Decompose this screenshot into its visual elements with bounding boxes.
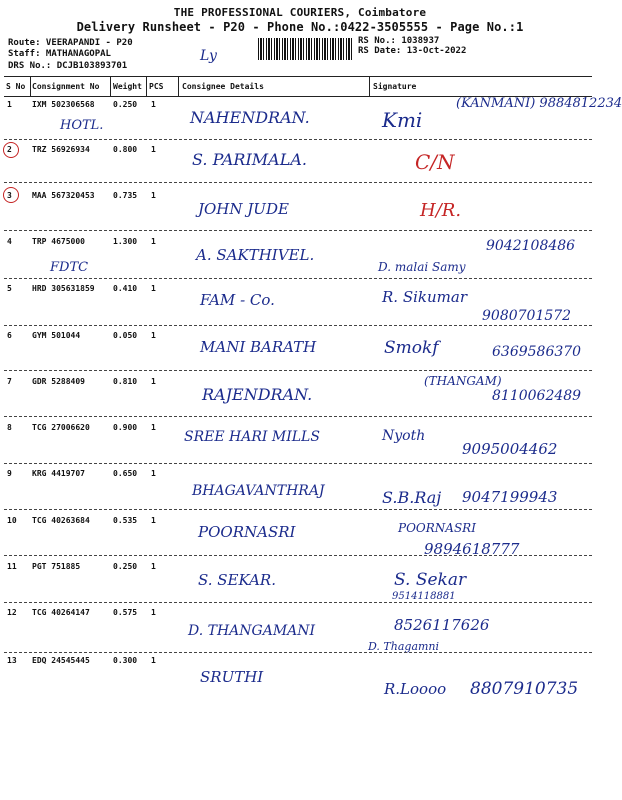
row-phone: (KANMANI) 9884812234 — [456, 96, 622, 111]
row-signature: S. Sekar — [394, 570, 467, 590]
row-consignment: TCG 40264147 — [32, 608, 90, 617]
rs-number: RS No.: 1038937 — [358, 36, 440, 46]
row-sno: 1 — [7, 100, 12, 109]
row-phone: 9042108486 — [486, 238, 576, 254]
row-signature: R.Loooo — [384, 680, 447, 698]
runsheet-subtitle: Delivery Runsheet - P20 - Phone No.:0422-3505555 - Page No.:1 — [76, 20, 524, 34]
row-consignment: TCG 40263684 — [32, 516, 90, 525]
row-weight: 0.575 — [113, 608, 138, 617]
row-sno: 4 — [7, 237, 12, 246]
row-pcs: 1 — [151, 608, 156, 617]
staff-label: Staff: MATHANAGOPAL — [8, 49, 111, 59]
row-divider — [4, 509, 592, 510]
row-weight: 0.410 — [113, 284, 138, 293]
row-phone: 8110062489 — [492, 388, 582, 404]
row-weight: 0.250 — [113, 100, 138, 109]
row-signature: H/R. — [420, 200, 462, 221]
row-pcs: 1 — [151, 145, 156, 154]
row-divider — [4, 416, 592, 417]
drs-number: DRS No.: DCJB103893701 — [8, 61, 128, 71]
row-weight: 0.300 — [113, 656, 138, 665]
row-phone: 8807910735 — [470, 679, 579, 699]
row-sno: 13 — [7, 656, 17, 665]
row-consignment: TRP 4675000 — [32, 237, 85, 246]
col-consignee: Consignee Details — [182, 82, 264, 91]
row-weight: 0.250 — [113, 562, 138, 571]
row-phone: 8526117626 — [394, 616, 490, 634]
company-title: THE PROFESSIONAL COURIERS, Coimbatore — [173, 6, 427, 19]
route-label: Route: VEERAPANDI - P20 — [8, 38, 133, 48]
row-sno: 9 — [7, 469, 12, 478]
row-consignment: KRG 4419707 — [32, 469, 85, 478]
row-signature: D. Thagamni — [368, 640, 440, 653]
row-signature: (THANGAM) — [424, 374, 502, 388]
row-weight: 0.900 — [113, 423, 138, 432]
row-signature: Smokf — [384, 338, 439, 358]
row-consignee-handwritten: NAHENDRAN. — [190, 108, 310, 127]
row-consignment: MAA 567320453 — [32, 191, 95, 200]
row-consignment: EDQ 24545445 — [32, 656, 90, 665]
row-weight: 1.300 — [113, 237, 138, 246]
row-consignee-handwritten: JOHN JUDE — [198, 200, 289, 218]
row-divider — [4, 230, 592, 231]
row-consignment: PGT 751885 — [32, 562, 81, 571]
header-top-rule — [4, 76, 592, 77]
row-pcs: 1 — [151, 100, 156, 109]
row-pcs: 1 — [151, 562, 156, 571]
row-divider — [4, 182, 592, 183]
row-sno: 7 — [7, 377, 12, 386]
row-pcs: 1 — [151, 516, 156, 525]
row-weight: 0.735 — [113, 191, 138, 200]
row-consignee-handwritten: POORNASRI — [198, 523, 296, 541]
row-consignee-handwritten: SREE HARI MILLS — [184, 429, 320, 445]
row-consignee-handwritten: FAM - Co. — [200, 291, 275, 309]
row-signature: D. malai Samy — [378, 260, 466, 274]
col-divider — [110, 76, 111, 97]
col-divider — [369, 76, 370, 97]
row-consignee-handwritten: D. THANGAMANI — [188, 623, 316, 639]
row-consignee-handwritten: MANI BARATH — [200, 338, 317, 356]
row-phone: 9080701572 — [482, 308, 572, 324]
row-consignee-handwritten: SRUTHI — [200, 668, 264, 686]
row-signature: Kmi — [382, 108, 423, 132]
row-consignment: TCG 27006620 — [32, 423, 90, 432]
row-sno: 3 — [7, 191, 12, 200]
row-phone: 9047199943 — [462, 488, 558, 506]
row-consignee-handwritten: A. SAKTHIVEL. — [196, 246, 315, 264]
row-sno: 6 — [7, 331, 12, 340]
row-pcs: 1 — [151, 423, 156, 432]
col-divider — [178, 76, 179, 97]
row-pcs: 1 — [151, 377, 156, 386]
rs-date: RS Date: 13-Oct-2022 — [358, 46, 467, 56]
row-weight: 0.535 — [113, 516, 138, 525]
row-signature: C/N — [415, 150, 455, 174]
row-annotation: FDTC — [50, 260, 89, 275]
row-divider — [4, 652, 592, 653]
row-pcs: 1 — [151, 237, 156, 246]
row-divider — [4, 555, 592, 556]
row-sno: 2 — [7, 145, 12, 154]
row-sno: 5 — [7, 284, 12, 293]
row-consignment: GYM 501044 — [32, 331, 81, 340]
row-phone: 9095004462 — [462, 440, 558, 458]
row-phone: 9514118881 — [392, 591, 456, 602]
col-pcs: PCS — [149, 82, 164, 91]
row-consignee-handwritten: BHAGAVANTHRAJ — [192, 483, 325, 499]
header-scribble: Ly — [200, 48, 217, 64]
row-phone: 9894618777 — [424, 540, 520, 558]
row-consignment: HRD 305631859 — [32, 284, 95, 293]
row-sno: 8 — [7, 423, 12, 432]
row-annotation: HOTL. — [60, 118, 104, 133]
row-divider — [4, 463, 592, 464]
row-sno: 11 — [7, 562, 17, 571]
row-divider — [4, 139, 592, 140]
row-weight: 0.050 — [113, 331, 138, 340]
row-consignee-handwritten: RAJENDRAN. — [202, 385, 313, 404]
row-weight: 0.650 — [113, 469, 138, 478]
col-consignment: Consignment No — [32, 82, 100, 91]
row-weight: 0.800 — [113, 145, 138, 154]
row-pcs: 1 — [151, 284, 156, 293]
col-sno: S No — [6, 82, 26, 91]
col-weight: Weight — [113, 82, 142, 91]
row-consignment: IXM 502306568 — [32, 100, 95, 109]
row-divider — [4, 278, 592, 279]
row-consignee-handwritten: S. PARIMALA. — [192, 150, 307, 169]
row-pcs: 1 — [151, 469, 156, 478]
row-consignment: TRZ 56926934 — [32, 145, 90, 154]
row-consignee-handwritten: S. SEKAR. — [198, 571, 276, 589]
row-sno: 12 — [7, 608, 17, 617]
row-sno: 10 — [7, 516, 17, 525]
col-divider — [30, 76, 31, 97]
row-weight: 0.810 — [113, 377, 138, 386]
col-signature: Signature — [373, 82, 417, 91]
row-phone: 6369586370 — [492, 344, 582, 360]
row-pcs: 1 — [151, 191, 156, 200]
col-divider — [146, 76, 147, 97]
barcode — [258, 38, 354, 60]
row-pcs: 1 — [151, 331, 156, 340]
row-divider — [4, 370, 592, 371]
row-pcs: 1 — [151, 656, 156, 665]
row-signature: S.B.Raj — [382, 488, 442, 507]
row-divider — [4, 325, 592, 326]
row-signature: POORNASRI — [398, 521, 476, 535]
row-divider — [4, 602, 592, 603]
row-signature: R. Sikumar — [382, 288, 467, 306]
row-consignment: GDR 5288409 — [32, 377, 85, 386]
row-signature: Nyoth — [382, 428, 426, 444]
